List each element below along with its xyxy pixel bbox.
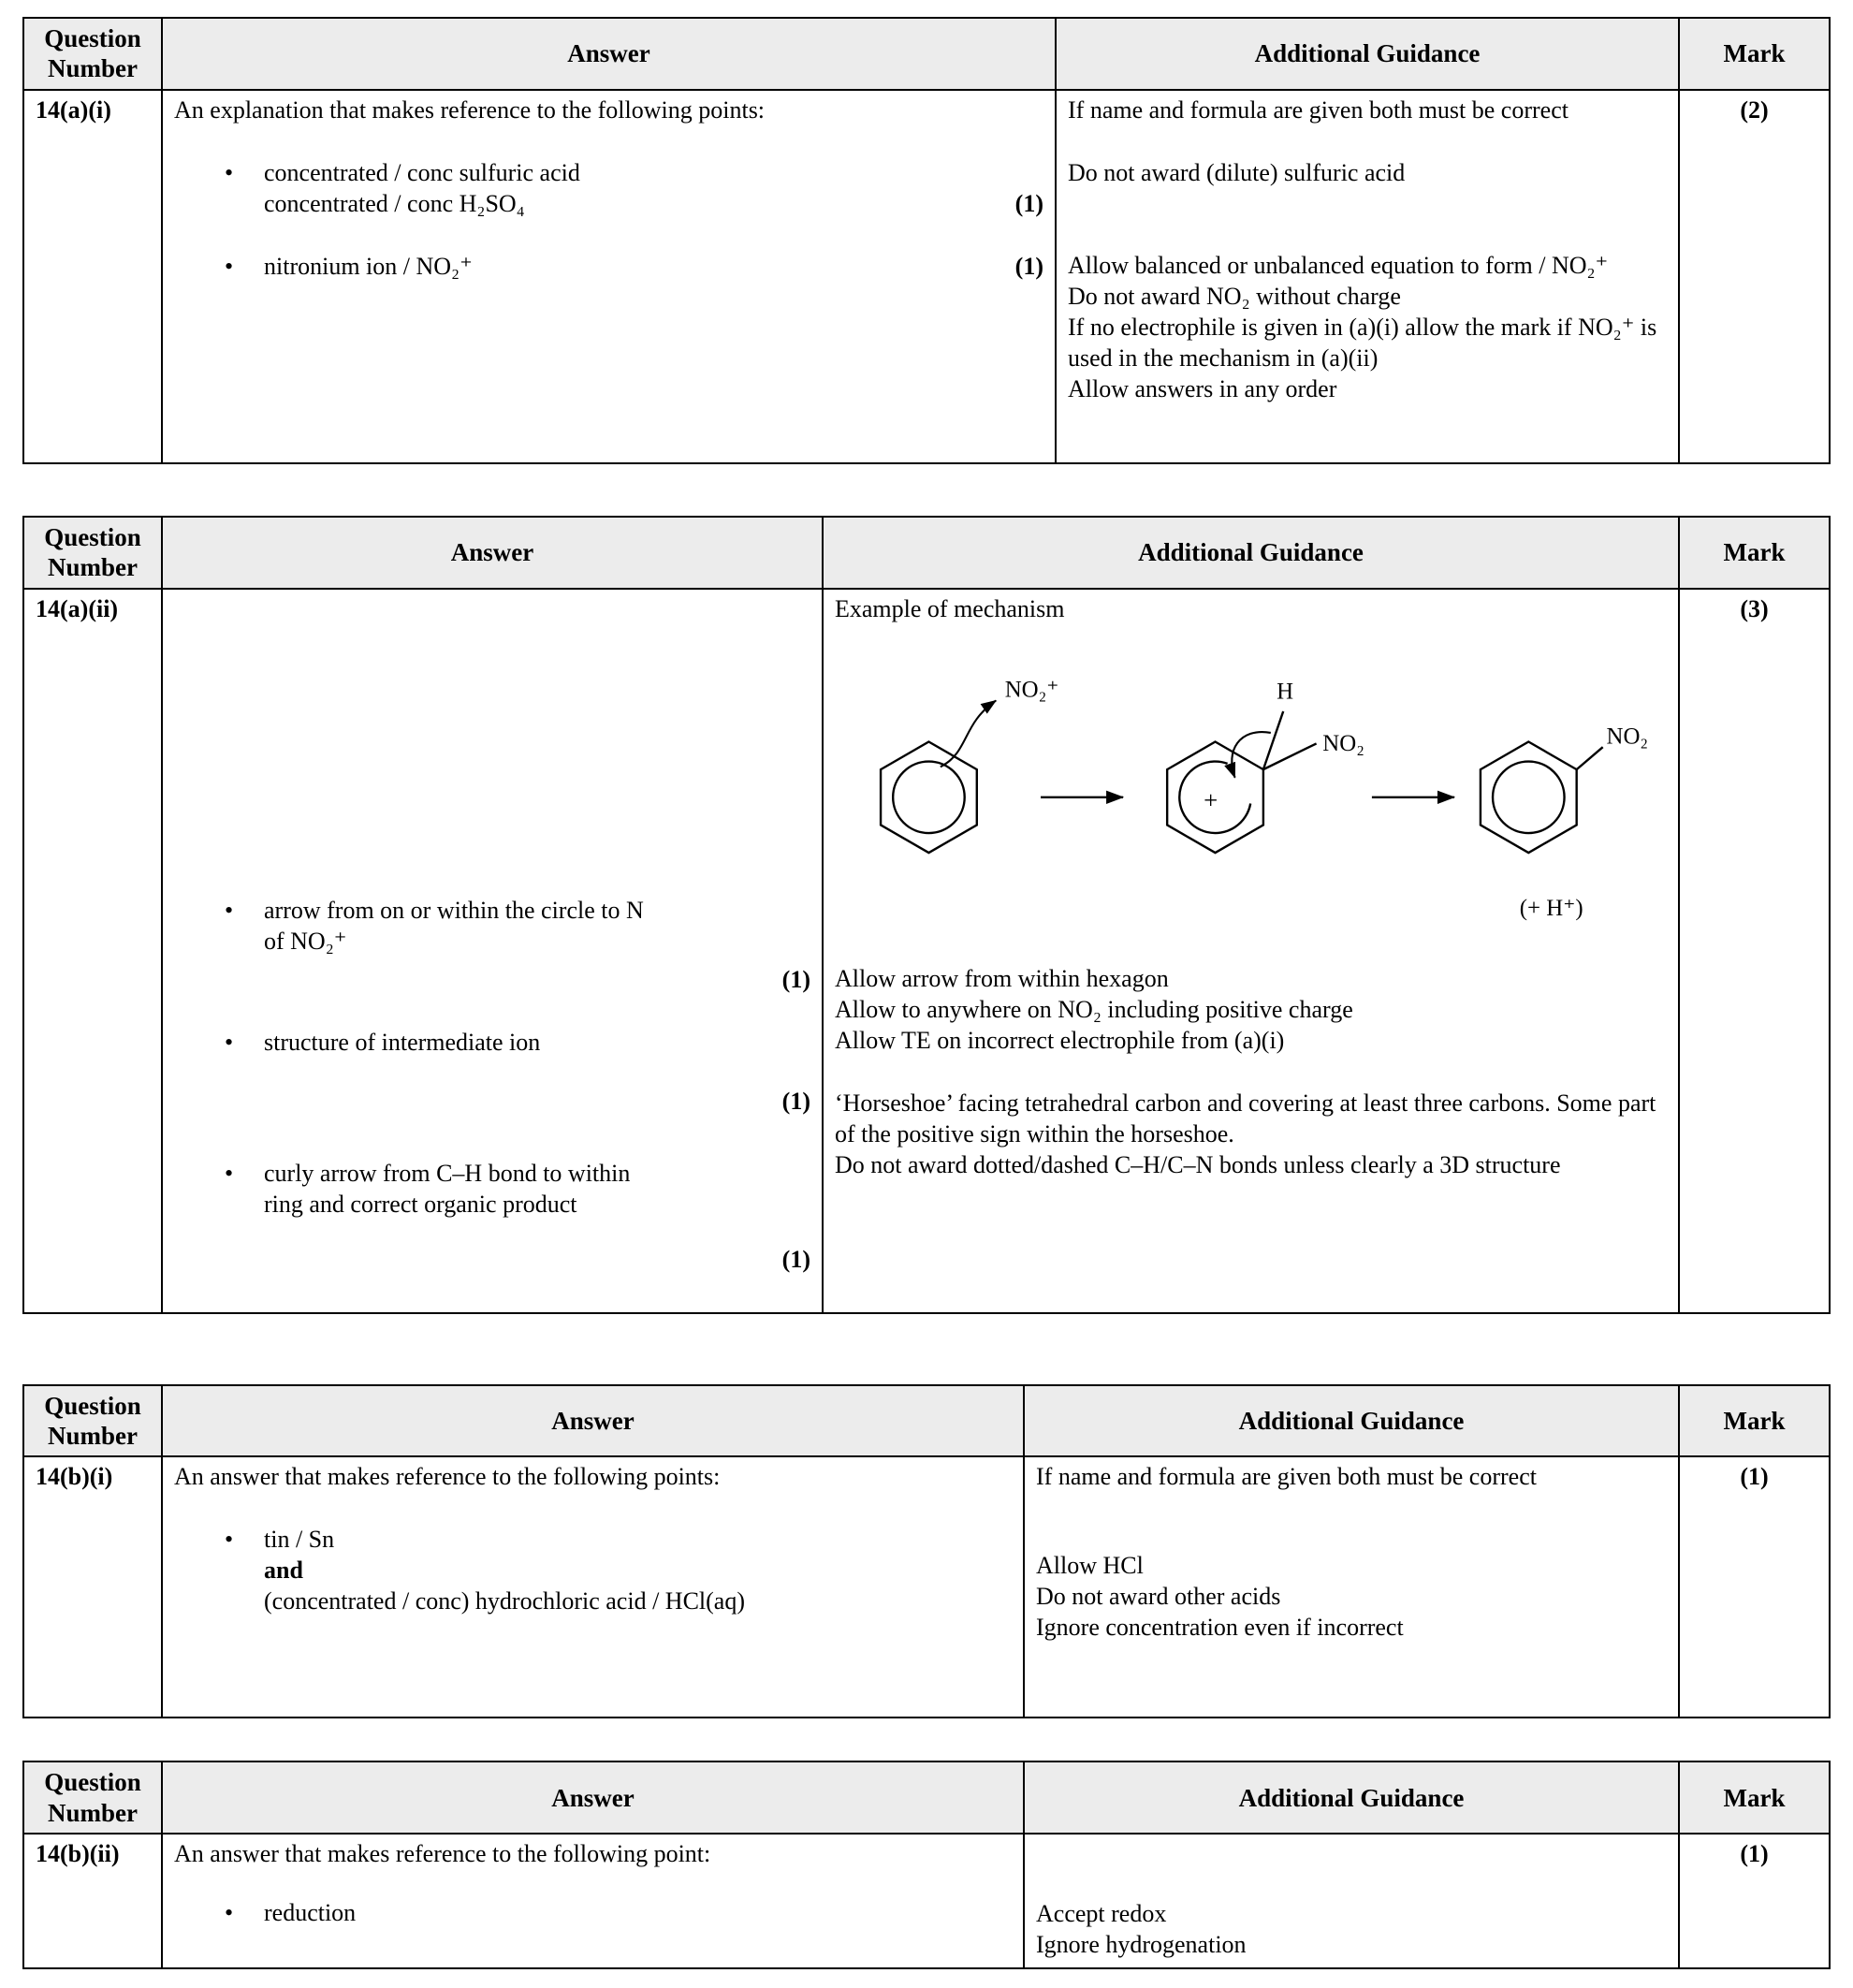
guidance-paragraph: Allow TE on incorrect electrophile from (a)(i) xyxy=(835,1026,1285,1054)
bullet-icon: • xyxy=(225,158,234,186)
answer-intro: An explanation that makes reference to the following points: xyxy=(174,95,766,124)
curly-arrow-to-electrophile xyxy=(941,700,996,767)
mark-value: (2) xyxy=(1740,95,1769,124)
column-header-mark: Mark xyxy=(1679,517,1830,589)
bullet-icon: • xyxy=(225,1899,234,1927)
example-label: Example of mechanism xyxy=(835,594,1065,622)
no2-attack-label: NO₂ xyxy=(1322,730,1364,756)
point-mark: (1) xyxy=(781,965,810,993)
guidance-paragraph: Allow answers in any order xyxy=(1068,374,1337,402)
mark-scheme-table-14aii xyxy=(22,516,1831,1314)
electrophile-label: NO₂⁺ xyxy=(1004,677,1059,703)
column-header-answer: Answer xyxy=(162,1761,1024,1834)
header-row xyxy=(23,18,1830,90)
bullet-item xyxy=(174,1027,810,1058)
point-mark: (1) xyxy=(1014,189,1043,217)
guidance-paragraph: If name and formula are given both must be correct xyxy=(1068,95,1568,124)
bullet-line: concentrated / conc H₂SO₄ xyxy=(264,189,525,217)
bullet-line-and: and xyxy=(264,1557,303,1585)
guidance-paragraph: Allow arrow from within hexagon xyxy=(835,964,1169,992)
benzene-ring-1 xyxy=(881,741,977,853)
column-header-answer: Answer xyxy=(162,18,1056,90)
guidance-paragraph: Allow balanced or unbalanced equation to form / NO₂⁺ xyxy=(1068,251,1609,279)
guidance-paragraph: If name and formula are given both must be correct xyxy=(1036,1463,1537,1491)
bullet-line: tin / Sn xyxy=(264,1526,335,1554)
guidance-paragraph: Do not award (dilute) sulfuric acid xyxy=(1068,158,1406,186)
bullet-line: of NO₂⁺ xyxy=(264,927,347,955)
mark-scheme-table-14bi xyxy=(22,1384,1831,1719)
answer-cell xyxy=(162,90,1056,463)
column-header-mark: Mark xyxy=(1679,1385,1830,1457)
question-number-cell: 14(a)(i) xyxy=(23,90,162,463)
bullet-text xyxy=(264,1524,745,1616)
column-header-question-number: Question Number xyxy=(23,1761,162,1834)
guidance-paragraph: Do not award dotted/dashed C–H/C–N bonds unless clearly a 3D structure xyxy=(835,1150,1561,1178)
mechanism-diagram xyxy=(835,645,1667,948)
guidance-paragraph: Do not award NO₂ without charge xyxy=(1068,282,1401,310)
column-header-guidance: Additional Guidance xyxy=(1056,18,1679,90)
column-header-guidance: Additional Guidance xyxy=(1024,1385,1679,1457)
bullet-line: reduction xyxy=(264,1899,357,1927)
guidance-paragraph: Allow to anywhere on NO₂ including positive charge xyxy=(835,995,1353,1023)
table-row xyxy=(23,589,1830,1313)
mark-cell xyxy=(1679,589,1830,1313)
bullet-line: arrow from on or within the circle to N xyxy=(264,896,644,924)
product-no2-label: NO₂ xyxy=(1606,723,1649,749)
guidance-cell xyxy=(823,589,1679,1313)
mark-cell xyxy=(1679,1456,1830,1718)
bullet-item xyxy=(174,1524,1012,1616)
column-header-answer: Answer xyxy=(162,1385,1024,1457)
bullet-item xyxy=(174,157,580,219)
bullet-line: structure of intermediate ion xyxy=(264,1028,541,1056)
bullet-text xyxy=(264,251,473,282)
point-mark: (1) xyxy=(781,1245,810,1273)
plus-charge: + xyxy=(1204,784,1218,813)
bullet-line: concentrated / conc sulfuric acid xyxy=(264,158,580,186)
answer-cell xyxy=(162,1834,1024,1968)
mark-scheme-table-14bii xyxy=(22,1761,1831,1969)
answer-intro: An answer that makes reference to the following point: xyxy=(174,1840,711,1868)
bullet-text xyxy=(264,1027,540,1058)
mark-value: (3) xyxy=(1740,594,1769,622)
column-header-question-number: Question Number xyxy=(23,18,162,90)
column-header-answer: Answer xyxy=(162,517,823,589)
bullet-item xyxy=(174,895,810,957)
guidance-paragraph: ‘Horseshoe’ facing tetrahedral carbon and covering at least three carbons. Some part of the positive sign within the horseshoe. xyxy=(835,1089,1656,1147)
answer-intro: An answer that makes reference to the following points: xyxy=(174,1463,721,1491)
bullet-text xyxy=(264,1158,630,1220)
bullet-icon: • xyxy=(225,896,234,924)
bullet-line: (concentrated / conc) hydrochloric acid / HCl(aq) xyxy=(264,1587,745,1615)
guidance-paragraph: If no electrophile is given in (a)(i) allow the mark if NO₂⁺ is used in the mechanism in (a)(ii) xyxy=(1068,313,1657,372)
column-header-guidance: Additional Guidance xyxy=(823,517,1679,589)
guidance-paragraph: Do not award other acids xyxy=(1036,1583,1281,1611)
bullet-text xyxy=(264,895,644,957)
guidance-paragraph: Ignore concentration even if incorrect xyxy=(1036,1614,1404,1642)
aromatic-circle-3 xyxy=(1493,761,1565,833)
column-header-guidance: Additional Guidance xyxy=(1024,1761,1679,1834)
bullet-line: curly arrow from C–H bond to within xyxy=(264,1159,631,1187)
answer-point xyxy=(174,125,1043,219)
question-number-cell: 14(a)(ii) xyxy=(23,589,162,1313)
mark-value: (1) xyxy=(1740,1840,1769,1868)
header-row xyxy=(23,517,1830,589)
spacer xyxy=(174,593,810,895)
guidance-cell xyxy=(1056,90,1679,463)
bullet-line: nitronium ion / NO₂⁺ xyxy=(264,252,473,280)
answer-cell xyxy=(162,1456,1024,1718)
h-plus-label: (+ H⁺) xyxy=(1519,895,1583,921)
header-row xyxy=(23,1385,1830,1457)
bullet-item xyxy=(174,1897,1012,1928)
bullet-icon: • xyxy=(225,1159,234,1187)
mark-value: (1) xyxy=(1740,1463,1769,1491)
question-number-cell: 14(b)(i) xyxy=(23,1456,162,1718)
guidance-paragraph: Ignore hydrogenation xyxy=(1036,1931,1247,1959)
product-bond xyxy=(1577,747,1603,769)
point-mark: (1) xyxy=(1014,252,1043,280)
bullet-text xyxy=(264,1897,356,1928)
bullet-icon: • xyxy=(225,252,234,280)
header-row xyxy=(23,1761,1830,1834)
guidance-cell xyxy=(1024,1456,1679,1718)
answer-cell xyxy=(162,589,823,1313)
bullet-line: ring and correct organic product xyxy=(264,1190,577,1218)
answer-point xyxy=(174,219,1043,282)
column-header-question-number: Question Number xyxy=(23,517,162,589)
column-header-mark: Mark xyxy=(1679,1761,1830,1834)
guidance-cell xyxy=(1024,1834,1679,1968)
column-header-question-number: Question Number xyxy=(23,1385,162,1457)
question-number-cell: 14(b)(ii) xyxy=(23,1834,162,1968)
bullet-icon: • xyxy=(225,1526,234,1554)
bullet-item xyxy=(174,251,473,282)
table-row xyxy=(23,90,1830,463)
benzene-ring-3 xyxy=(1481,741,1577,853)
bullet-item xyxy=(174,1158,810,1220)
mark-scheme-table-14ai xyxy=(22,17,1831,464)
bullet-text xyxy=(264,157,580,219)
guidance-paragraph: Accept redox xyxy=(1036,1900,1167,1928)
table-row xyxy=(23,1834,1830,1968)
point-mark: (1) xyxy=(781,1087,810,1115)
aromatic-circle-1 xyxy=(893,761,965,833)
mark-cell xyxy=(1679,90,1830,463)
table-row xyxy=(23,1456,1830,1718)
mark-cell xyxy=(1679,1834,1830,1968)
guidance-paragraph: Allow HCl xyxy=(1036,1552,1144,1580)
column-header-mark: Mark xyxy=(1679,18,1830,90)
h-label: H xyxy=(1277,679,1294,705)
bullet-icon: • xyxy=(225,1028,234,1056)
